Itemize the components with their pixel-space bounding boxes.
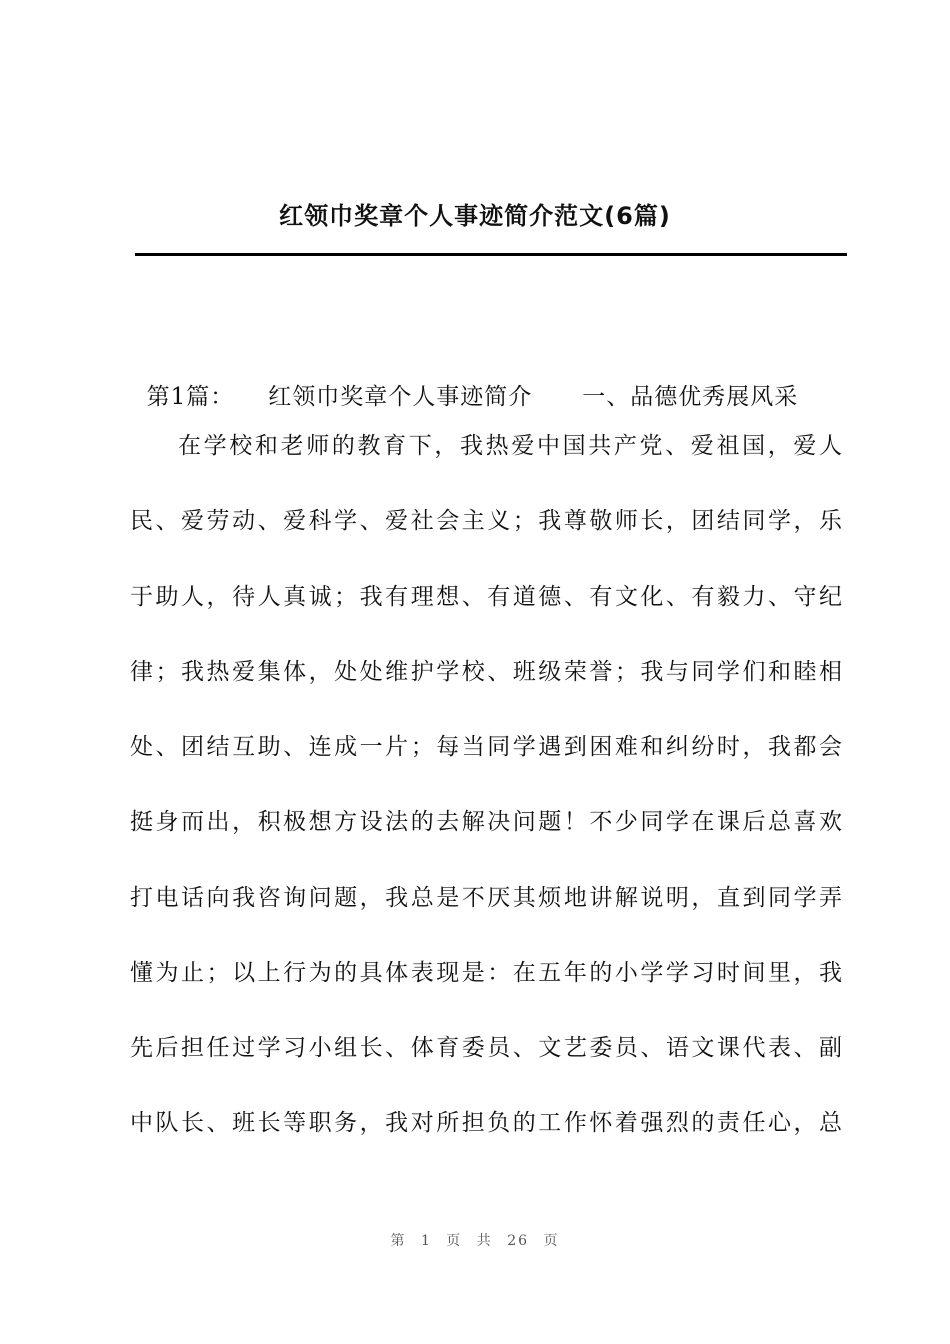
section-heading [130, 352, 798, 411]
body-line: 先后担任过学习小组长、体育委员、文艺委员、语文课代表、副 [130, 1035, 842, 1061]
section-title: 红领巾奖章个人事迹简介 [268, 384, 533, 410]
body-line: 处、团结互助、连成一片；每当同学遇到困难和纠纷时，我都会 [130, 734, 842, 760]
section-subheading: 一、品德优秀展风采 [582, 384, 799, 410]
body-line: 中队长、班长等职务，我对所担负的工作怀着强烈的责任心，总 [130, 1110, 842, 1136]
page-footer: 第 1 页 共 26 页 [390, 1233, 560, 1249]
section-label: 第1篇： [146, 384, 235, 410]
document-title: 红领巾奖章个人事迹简介范文(6篇) [279, 202, 671, 230]
title-underline [135, 253, 847, 256]
body-line: 于助人，待人真诚；我有理想、有道德、有文化、有毅力、守纪 [130, 584, 842, 610]
body-line: 民、爱劳动、爱科学、爱社会主义；我尊敬师长，团结同学，乐 [130, 508, 842, 534]
body-line: 在学校和老师的教育下，我热爱中国共产党、爱祖国，爱人 [178, 433, 842, 459]
body-line: 挺身而出，积极想方设法的去解决问题！不少同学在课后总喜欢 [130, 809, 842, 835]
body-line: 打电话向我咨询问题，我总是不厌其烦地讲解说明，直到同学弄 [130, 885, 842, 911]
body-line: 律；我热爱集体，处处维护学校、班级荣誉；我与同学们和睦相 [130, 659, 842, 685]
body-line: 懂为止；以上行为的具体表现是：在五年的小学学习时间里，我 [130, 960, 842, 986]
